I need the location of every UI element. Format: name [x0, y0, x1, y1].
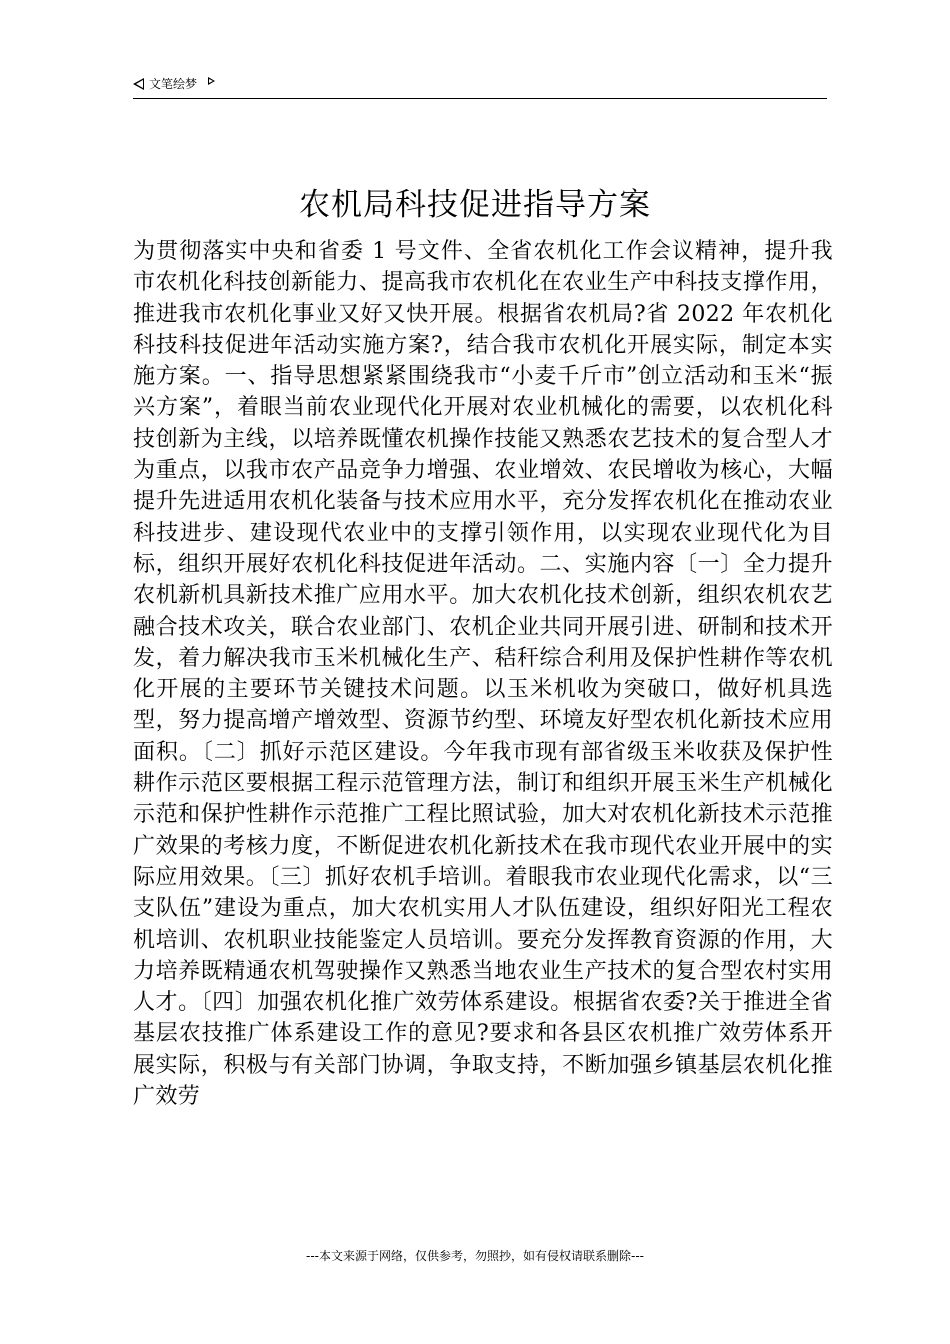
document-body: 为贯彻落实中央和省委 1 号文件、全省农机化工作会议精神，提升我市农机化科技创新能力、提高我市农机化在农业生产中科技支撑作用，推进我市农机化事业又好又快开展。根据省农机局?省 2022 年农机化科技科技促进年活动实施方案?，结合我市农机化开展实际，制定本实施方案。一、指导思想紧紧围绕我市“小麦千斤市”创立活动和玉米“振兴方案”，着眼当前农业现代化开展对农业机械化的需要，以农机化科技创新为主线，以培养既懂农机操作技能又熟悉农艺技术的复合型人才为重点，以我市农产品竞争力增强、农业增效、农民增收为核心，大幅提升先进适用农机化装备与技术应用水平，充分发挥农机化在推动农业科技进步、建设现代农业中的支撑引领作用，以实现农业现代化为目标，组织开展好农机化科技促进年活动。二、实施内容〔一〕全力提升农机新机具新技术推广应用水平。加大农机化技术创新，组织农机农艺融合技术攻关，联合农业部门、农机企业共同开展引进、研制和技术开发，着力解决我市玉米机械化生产、秸秆综合利用及保护性耕作等农机化开展的主要环节关键技术问题。以玉米机收为突破口，做好机具选型，努力提高增产增效型、资源节约型、环境友好型农机化新技术应用面积。〔二〕抓好示范区建设。今年我市现有部省级玉米收获及保护性耕作示范区要根据工程示范管理方法，制订和组织开展玉米生产机械化示范和保护性耕作示范推广工程比照试验，加大对农机化新技术示范推广效果的考核力度，不断促进农机化新技术在我市现代农业开展中的实际应用效果。〔三〕抓好农机手培训。着眼我市农业现代化需求，以“三支队伍”建设为重点，加大农机实用人才队伍建设，组织好阳光工程农机培训、农机职业技能鉴定人员培训。要充分发挥教育资源的作用，大力培养既精通农机驾驶操作又熟悉当地农业生产技术的复合型农村实用人才。〔四〕加强农机化推广效劳体系建设。根据省农委?关于推进全省基层农技推广体系建设工作的意见?要求和各县区农机推广效劳体系开展实际，积极与有关部门协调，争取支持，不断加强乡镇基层农机化推广效劳 — [133, 239, 833, 1110]
header-brand — [133, 76, 215, 92]
footer-disclaimer: ---本文来源于网络，仅供参考，勿照抄，如有侵权请联系删除--- — [306, 1249, 644, 1263]
page-header — [133, 74, 827, 99]
triangle-right-icon — [208, 77, 215, 85]
header-brand-label: 文笔绘梦 — [149, 77, 198, 91]
triangle-left-icon — [133, 78, 144, 90]
document-title: 农机局科技促进指导方案 — [299, 187, 651, 223]
